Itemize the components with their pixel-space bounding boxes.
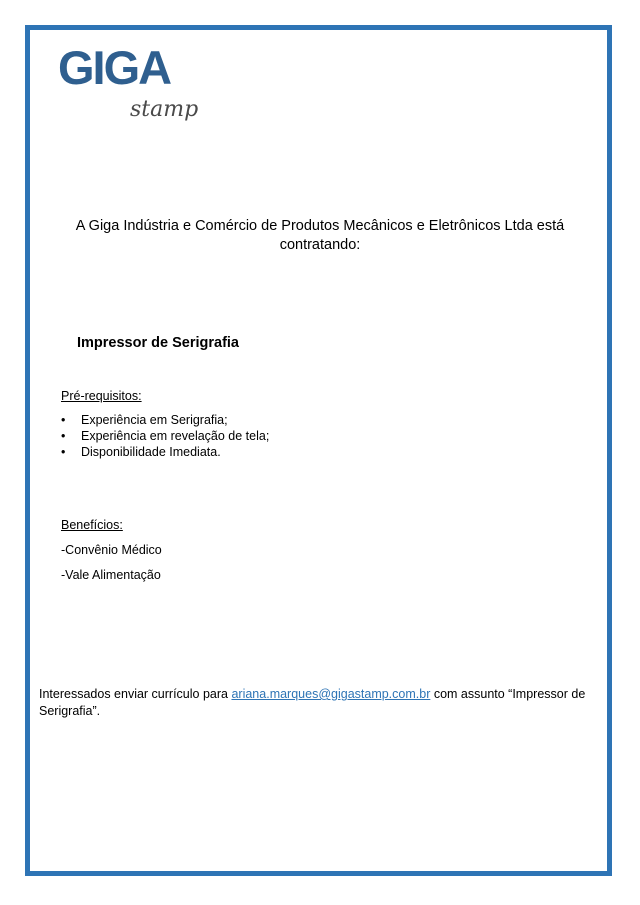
list-item xyxy=(61,444,269,460)
contact-paragraph xyxy=(39,686,599,720)
benefit-item: -Convênio Médico xyxy=(61,543,162,557)
bullet-icon: • xyxy=(61,413,66,427)
requirements-heading: Pré-requisitos: xyxy=(61,389,142,403)
benefit-item: -Vale Alimentação xyxy=(61,568,161,582)
logo-graphic xyxy=(58,42,208,132)
job-title: Impressor de Serigrafia xyxy=(77,335,239,351)
logo-tagline-text: stamp xyxy=(130,97,199,122)
list-item xyxy=(61,412,269,428)
contact-suffix: com assunto “Impressor de Serigrafia”. xyxy=(39,687,586,718)
bullet-icon: • xyxy=(61,429,66,443)
requirement-text: Disponibilidade Imediata. xyxy=(81,445,221,459)
list-item xyxy=(61,428,269,444)
requirements-list xyxy=(61,412,269,460)
requirement-text: Experiência em Serigrafia; xyxy=(81,413,228,427)
email-link[interactable]: ariana.marques@gigastamp.com.br xyxy=(231,687,431,701)
bullet-icon: • xyxy=(61,445,66,459)
benefits-heading: Benefícios: xyxy=(61,518,123,532)
logo-brand-text: GIGA xyxy=(58,42,171,94)
giga-stamp-logo xyxy=(58,42,208,132)
contact-prefix: Interessados enviar currículo para xyxy=(39,687,232,701)
intro-text: A Giga Indústria e Comércio de Produtos Mecânicos e Eletrônicos Ltda está contratando: xyxy=(75,218,565,253)
requirement-text: Experiência em revelação de tela; xyxy=(81,429,270,443)
